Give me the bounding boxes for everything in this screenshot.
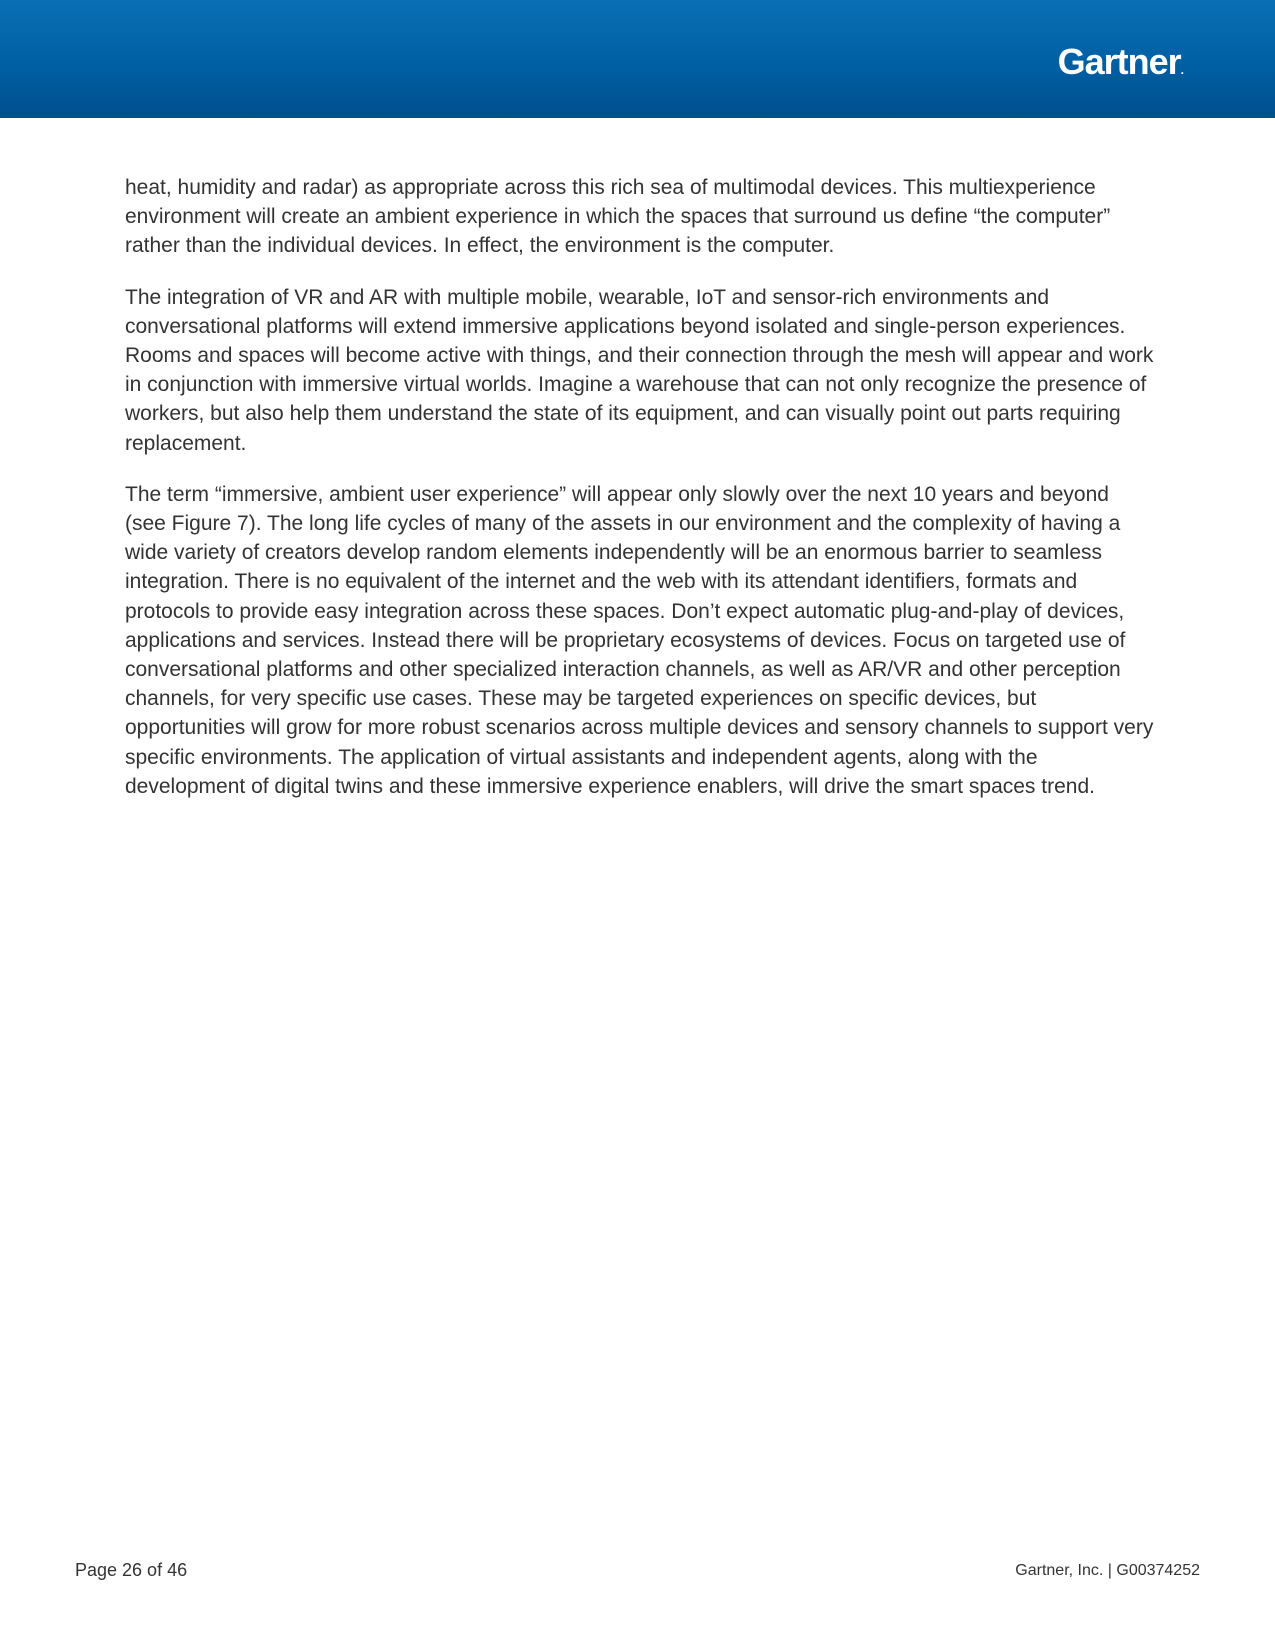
paragraph-2: The integration of VR and AR with multiple mobile, wearable, IoT and sensor-rich environments and conversational platforms will extend immersive applications beyond isolated and single-person experiences. Rooms and spaces will become active with things, and their connection through the mesh will appear and work in conjunction with immersive virtual worlds. Imagine a warehouse that can not only recognize the presence of workers, but also help them understand the state of its equipment, and can visually point out parts requiring replacement.: [125, 285, 1154, 455]
logo-text: Gartner: [1057, 41, 1181, 82]
gartner-logo: [1057, 41, 1183, 82]
logo-mark: .: [1180, 63, 1183, 77]
header-band: [0, 0, 1275, 118]
paragraph-1: heat, humidity and radar) as appropriate across this rich sea of multimodal devices. This multiexperience environment will create an ambient experience in which the spaces that surround us define “the computer” rather than the individual devices. In effect, the environment is the computer.: [125, 176, 1111, 258]
document-body: [125, 173, 1155, 823]
page-number: Page 26 of 46: [75, 1560, 188, 1580]
document-id: Gartner, Inc. | G00374252: [1015, 1562, 1200, 1579]
paragraph-3: The term “immersive, ambient user experience” will appear only slowly over the next 10 years and beyond (see Figure 7). The long life cycles of many of the assets in our environment and the complexity of having a wide variety of creators develop random elements independently will be an enormous barrier to seamless integration. There is no equivalent of the internet and the web with its attendant identifiers, formats and protocols to provide easy integration across these spaces. Don’t expect automatic plug-and-play of devices, applications and services. Instead there will be proprietary ecosystems of devices. Focus on targeted use of conversational platforms and other specialized interaction channels, as well as AR/VR and other perception channels, for very specific use cases. These may be targeted experiences on specific devices, but opportunities will grow for more robust scenarios across multiple devices and sensory channels to support very specific environments. The application of virtual assistants and independent agents, along with the development of digital twins and these immersive experience enablers, will drive the smart spaces trend.: [125, 482, 1154, 798]
